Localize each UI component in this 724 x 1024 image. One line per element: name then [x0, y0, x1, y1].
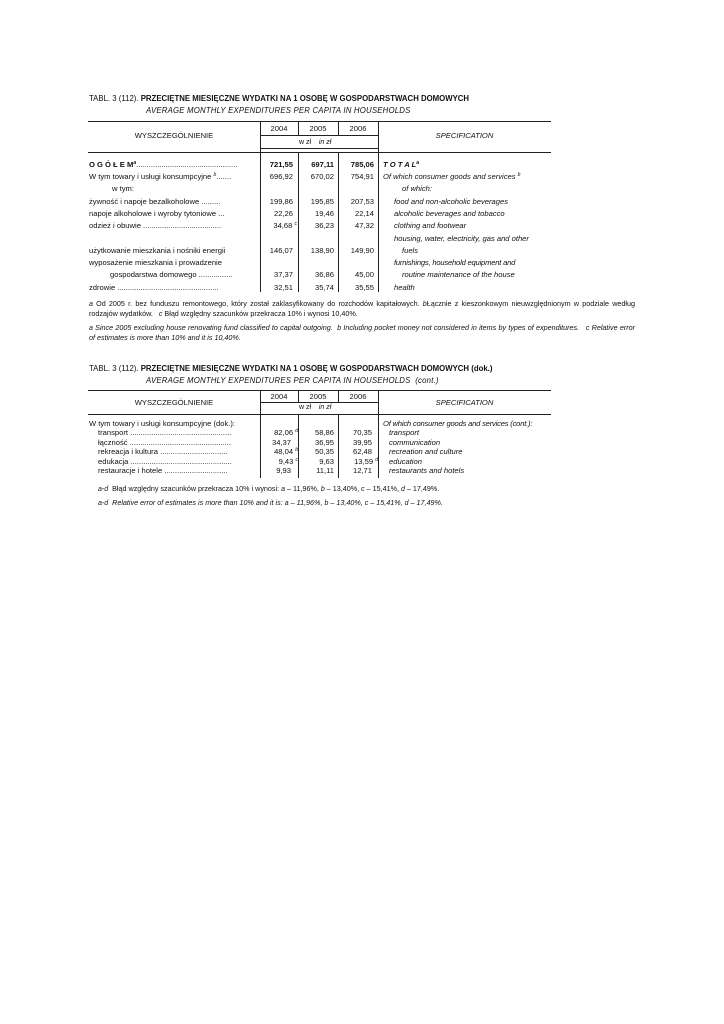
table2-unit-en: in zł	[318, 404, 332, 411]
table-row: napoje alkoholowe i wyroby tytoniowe ...	[89, 209, 225, 218]
table-row-en: Of which consumer goods and services (cont.):	[383, 419, 533, 428]
cell-value: 9,43 $^c$	[278, 457, 298, 466]
table-row-en: furnishings, household equipment and	[394, 258, 516, 267]
cell-value: 670,02	[310, 172, 334, 181]
table-row: użytkowanie mieszkania i nośniki energii	[89, 246, 226, 255]
table-row-en: Of which consumer goods and services $^b$	[383, 172, 521, 181]
cell-value: 50,35	[314, 447, 334, 456]
table1-year-2005: 2005	[309, 124, 327, 133]
cell-value: 721,55	[269, 160, 293, 169]
table1-title-en: AVERAGE MONTHLY EXPENDITURES PER CAPITA IN HOUSEHOLDS	[146, 106, 411, 115]
table-row-en: clothing and footwear	[394, 221, 467, 230]
table-row-en: health	[394, 283, 415, 292]
cell-value: 9,93	[276, 466, 291, 475]
cell-value: 754,91	[350, 172, 374, 181]
table1-head-pl: WYSZCZEGÓLNIENIE	[134, 131, 214, 140]
table-row-en: education	[389, 457, 422, 466]
cell-value: 82,06 $^d$	[274, 428, 298, 437]
table-row: łączność ................................................	[98, 438, 231, 447]
table-row: w tym:	[112, 184, 134, 193]
table-row-en: restaurants and hotels	[389, 466, 465, 475]
cell-value: 697,11	[311, 160, 334, 169]
table2-head-en: SPECIFICATION	[435, 398, 494, 407]
table-row: gospodarstwa domowego ................	[110, 270, 233, 279]
table-row: rekreacja i kultura ................................	[98, 447, 228, 456]
table-row-en: housing, water, electricity, gas and other	[394, 234, 529, 243]
table-row-en: T O T A $L^a$	[383, 160, 419, 169]
cell-value: 37,37	[273, 270, 293, 279]
table-row: W tym towary i usługi konsumpcyjne $^b$.......	[89, 172, 232, 181]
table-row-en: recreation and culture	[389, 447, 463, 456]
cell-value: 36,23	[314, 221, 334, 230]
cell-value: 146,07	[269, 246, 293, 255]
table2-unit	[299, 404, 331, 411]
table2-head-pl: WYSZCZEGÓLNIENIE	[134, 398, 214, 407]
table1-number: TABL. 3 (112).	[89, 94, 139, 103]
table-row: restauracje i hotele ..............................	[98, 466, 228, 475]
table2-title-en: AVERAGE MONTHLY EXPENDITURES PER CAPITA IN HOUSEHOLDS (cont.)	[146, 376, 439, 385]
cell-value: 47,32	[354, 221, 374, 230]
cell-value: 12,71	[352, 466, 372, 475]
table-row: transport ................................................	[98, 428, 232, 437]
table2-year-2004: 2004	[270, 392, 288, 401]
table-row-en: transport	[389, 428, 419, 437]
table-row: żywność i napoje bezalkoholowe .........	[89, 197, 221, 206]
table1-unit-en: in zł	[318, 139, 332, 146]
table1-notes-pl: a Od 2005 r. bez funduszu remontowego, który został zaklasyfikowany do rozchodów kapitałowych. bŁącznie z kieszonkowym nieuwzględnionym w podziale według rodzajów wydatków. c Błąd względny szacunków przekracza 10% i wynosi 10,40%.	[89, 299, 635, 318]
cell-value: 35,55	[354, 283, 374, 292]
table-row: edukacja ................................................	[98, 457, 232, 466]
cell-value: 696,92	[269, 172, 293, 181]
table-row-en: of which:	[402, 184, 432, 193]
cell-value: 58,86	[314, 428, 334, 437]
cell-value: 45,00	[354, 270, 374, 279]
table1-title-pl: PRZECIĘTNE MIESIĘCZNE WYDATKI NA 1 OSOBĘ W GOSPODARSTWACH DOMOWYCH	[140, 94, 470, 103]
cell-value: 9,63	[319, 457, 334, 466]
cell-value: 19,46	[314, 209, 334, 218]
table-row: W tym towary i usługi konsumpcyjne (dok.):	[89, 419, 236, 428]
cell-value: 22,14	[354, 209, 374, 218]
table-row: zdrowie ................................................	[89, 283, 219, 292]
cell-value: 13,59 $^d$	[354, 457, 378, 466]
cell-value: 48,04 $^b$	[274, 447, 298, 456]
table2-year-2005: 2005	[309, 392, 327, 401]
cell-value: 34,37	[271, 438, 291, 447]
table2-unit-pl: w zł	[299, 404, 312, 411]
cell-value: 36,86	[314, 270, 334, 279]
table-row-en: alcoholic beverages and tobacco	[394, 209, 505, 218]
table2-title	[89, 364, 492, 373]
table-row: wyposażenie mieszkania i prowadzenie	[89, 258, 222, 267]
table1-notes-en: a Since 2005 excluding house renovating fund classified to capital outgoing. b Including pocket money not considered in items by types of expenditures. c Relative error of estimates is more than 10% and it is 10,40%.	[89, 323, 636, 342]
cell-value: 62,48	[352, 447, 372, 456]
table2-notes-pl: a-d Błąd względny szacunków przekracza 10% i wynosi: a – 11,96%, b – 13,40%, c – 15,41%, d – 17,49%.	[98, 484, 440, 493]
cell-value: 207,53	[350, 197, 374, 206]
cell-value: 138,90	[310, 246, 334, 255]
table-row-en: routine maintenance of the house	[402, 270, 515, 279]
cell-value: 785,06	[350, 160, 374, 169]
table-row-en: fuels	[402, 246, 419, 255]
table-row-en: food and non-alcoholic beverages	[394, 197, 508, 206]
table1-unit-pl: w zł	[299, 139, 312, 146]
table2-year-2006: 2006	[349, 392, 367, 401]
cell-value: 36,95	[314, 438, 334, 447]
table1-title	[89, 94, 469, 103]
cell-value: 195,85	[310, 197, 334, 206]
cell-value: 199,86	[269, 197, 293, 206]
cell-value: 22,26	[273, 209, 293, 218]
table1-head-en: SPECIFICATION	[435, 131, 494, 140]
cell-value: 11,11	[316, 466, 334, 475]
table-row: O G Ó Ł E $M^a$................................................	[89, 160, 238, 169]
cell-value: 70,35	[352, 428, 372, 437]
table1-year-2004: 2004	[270, 124, 288, 133]
cell-value: 35,74	[314, 283, 334, 292]
table-row-en: communication	[389, 438, 441, 447]
table1-unit	[299, 139, 331, 146]
table2-title-pl: PRZECIĘTNE MIESIĘCZNE WYDATKI NA 1 OSOBĘ W GOSPODARSTWACH DOMOWYCH (dok.)	[140, 364, 493, 373]
cell-value: 149,90	[350, 246, 374, 255]
table2-notes-en: a-d Relative error of estimates is more than 10% and it is: a – 11,96%, b – 13,40%, c – 15,41%, d – 17,49%.	[98, 498, 443, 507]
table2-number: TABL. 3 (112).	[89, 364, 139, 373]
table1-year-2006: 2006	[349, 124, 367, 133]
table-row: odzież i obuwie .....................................	[89, 221, 222, 230]
cell-value: 39,95	[352, 438, 372, 447]
cell-value: 34,68 $^c$	[273, 221, 297, 230]
cell-value: 32,51	[273, 283, 293, 292]
